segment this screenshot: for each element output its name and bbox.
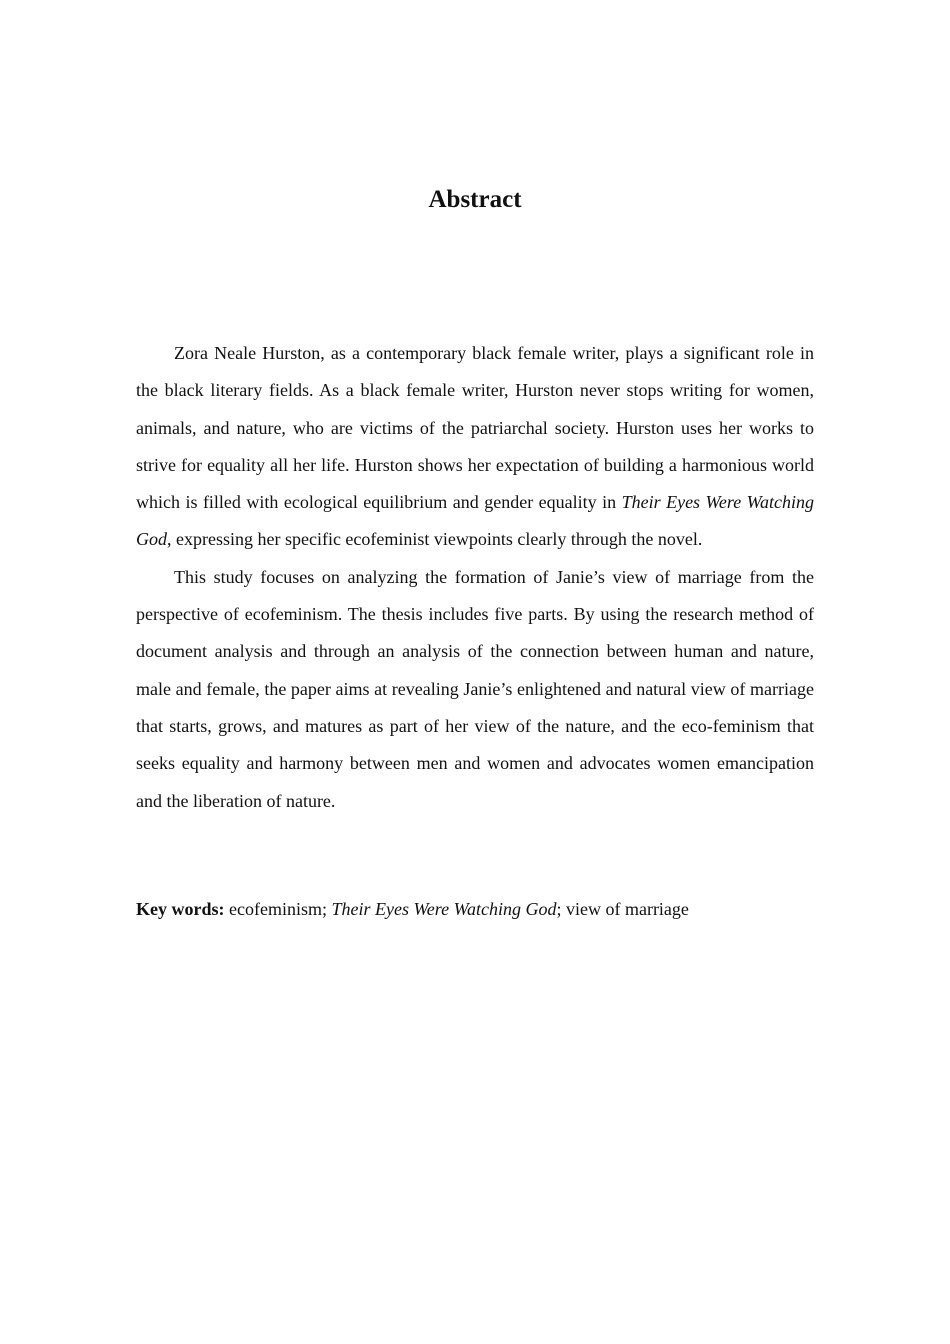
abstract-paragraph-1 [136,335,814,559]
keyword-book-title: Their Eyes Were Watching God [331,899,557,919]
keywords-line [136,891,814,928]
paragraph-1-book-title: Their Eyes Were Watching God [136,492,815,550]
keyword-ecofeminism: ecofeminism; [224,899,332,919]
paragraph-1-text-start: Zora Neale Hurston, as a contemporary black female writer, plays a significant role in the black literary fields. As a black female writer, Hurston never stops writing for women, animals, and nature, who are victims of the patriarchal society. Hurston uses her works to strive for equality all her life. Hurston shows her expectation of building a harmonious world which is filled with ecological equilibrium and gender equality in [136,343,814,513]
abstract-body [136,335,814,820]
keyword-view-of-marriage: ; view of marriage [556,899,689,919]
abstract-paragraph-2: This study focuses on analyzing the formation of Janie’s view of marriage from the perspective of ecofeminism. The thesis includes five parts. By using the research method of document analysis and through an analysis of the connection between human and nature, male and female, the paper aims at revealing Janie’s enlightened and natural view of marriage that starts, grows, and matures as part of her view of the nature, and the eco-feminism that seeks equality and harmony between men and women and advocates women emancipation and the liberation of nature. [136,566,814,811]
abstract-title: Abstract [428,186,522,213]
paragraph-1-text-end: , expressing her specific ecofeminist viewpoints clearly through the novel. [167,529,703,550]
keywords-label: Key words: [136,899,225,919]
